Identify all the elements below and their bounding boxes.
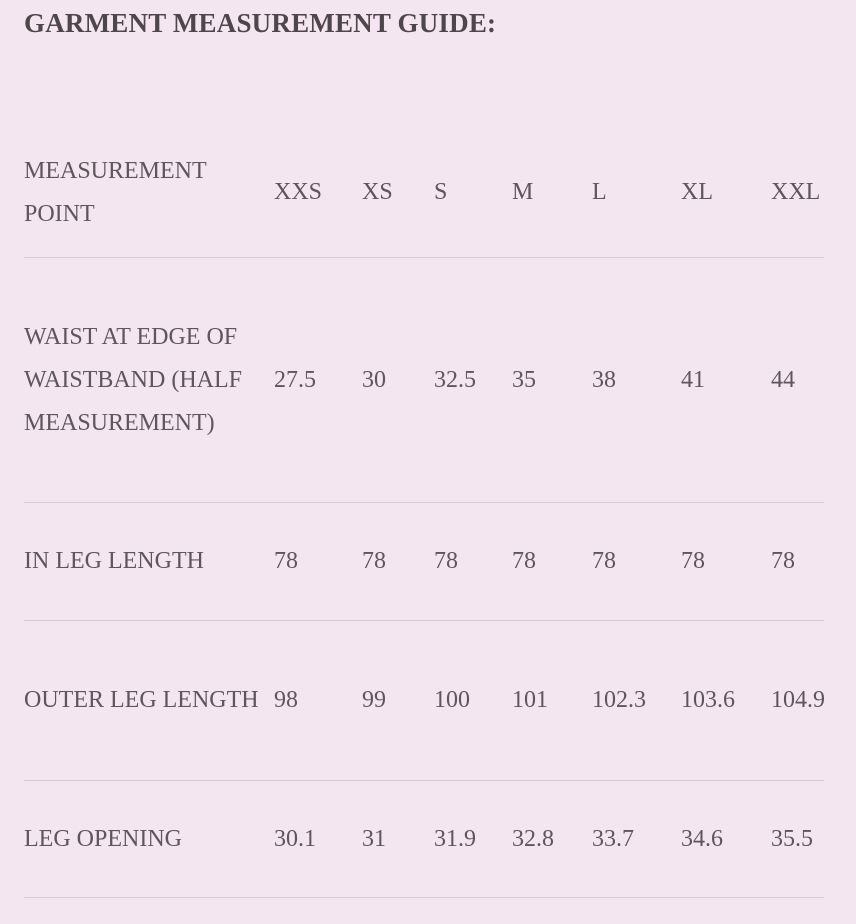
header-size-xs: XS bbox=[362, 128, 434, 258]
cell-value: 98 bbox=[274, 621, 362, 781]
cell-value: 31 bbox=[362, 781, 434, 898]
row-label: OUTER LEG LENGTH bbox=[24, 621, 274, 781]
page-title: GARMENT MEASUREMENT GUIDE: bbox=[24, 8, 497, 38]
table-header-row bbox=[24, 128, 824, 258]
header-size-xxs: XXS bbox=[274, 128, 362, 258]
cell-value: 34.6 bbox=[681, 781, 771, 898]
cell-value: 30 bbox=[362, 258, 434, 503]
header-measurement-point: MEASUREMENT POINT bbox=[24, 128, 274, 258]
row-label: LEG OPENING bbox=[24, 781, 274, 898]
cell-value: 41 bbox=[681, 258, 771, 503]
cell-value: 30.1 bbox=[274, 781, 362, 898]
cell-value: 35 bbox=[512, 258, 592, 503]
cell-value: 32.5 bbox=[434, 258, 512, 503]
table-row bbox=[24, 621, 824, 781]
table-row bbox=[24, 258, 824, 503]
cell-value: 103.6 bbox=[681, 621, 771, 781]
header-size-l: L bbox=[592, 128, 681, 258]
cell-value: 35.5 bbox=[771, 781, 824, 898]
cell-value: 78 bbox=[434, 503, 512, 621]
cell-value: 104.9 bbox=[771, 621, 824, 781]
measurement-table bbox=[24, 128, 824, 898]
cell-value: 78 bbox=[274, 503, 362, 621]
header-size-s: S bbox=[434, 128, 512, 258]
cell-value: 78 bbox=[681, 503, 771, 621]
cell-value: 33.7 bbox=[592, 781, 681, 898]
cell-value: 38 bbox=[592, 258, 681, 503]
cell-value: 31.9 bbox=[434, 781, 512, 898]
cell-value: 78 bbox=[512, 503, 592, 621]
header-size-m: M bbox=[512, 128, 592, 258]
row-label: WAIST AT EDGE OF WAISTBAND (HALF MEASUREMENT) bbox=[24, 258, 274, 503]
cell-value: 32.8 bbox=[512, 781, 592, 898]
cell-value: 78 bbox=[362, 503, 434, 621]
table-row bbox=[24, 503, 824, 621]
cell-value: 99 bbox=[362, 621, 434, 781]
row-label: IN LEG LENGTH bbox=[24, 503, 274, 621]
cell-value: 100 bbox=[434, 621, 512, 781]
cell-value: 78 bbox=[592, 503, 681, 621]
cell-value: 101 bbox=[512, 621, 592, 781]
cell-value: 44 bbox=[771, 258, 824, 503]
cell-value: 78 bbox=[771, 503, 824, 621]
header-size-xl: XL bbox=[681, 128, 771, 258]
cell-value: 27.5 bbox=[274, 258, 362, 503]
table-row bbox=[24, 781, 824, 898]
header-size-xxl: XXL bbox=[771, 128, 824, 258]
cell-value: 102.3 bbox=[592, 621, 681, 781]
